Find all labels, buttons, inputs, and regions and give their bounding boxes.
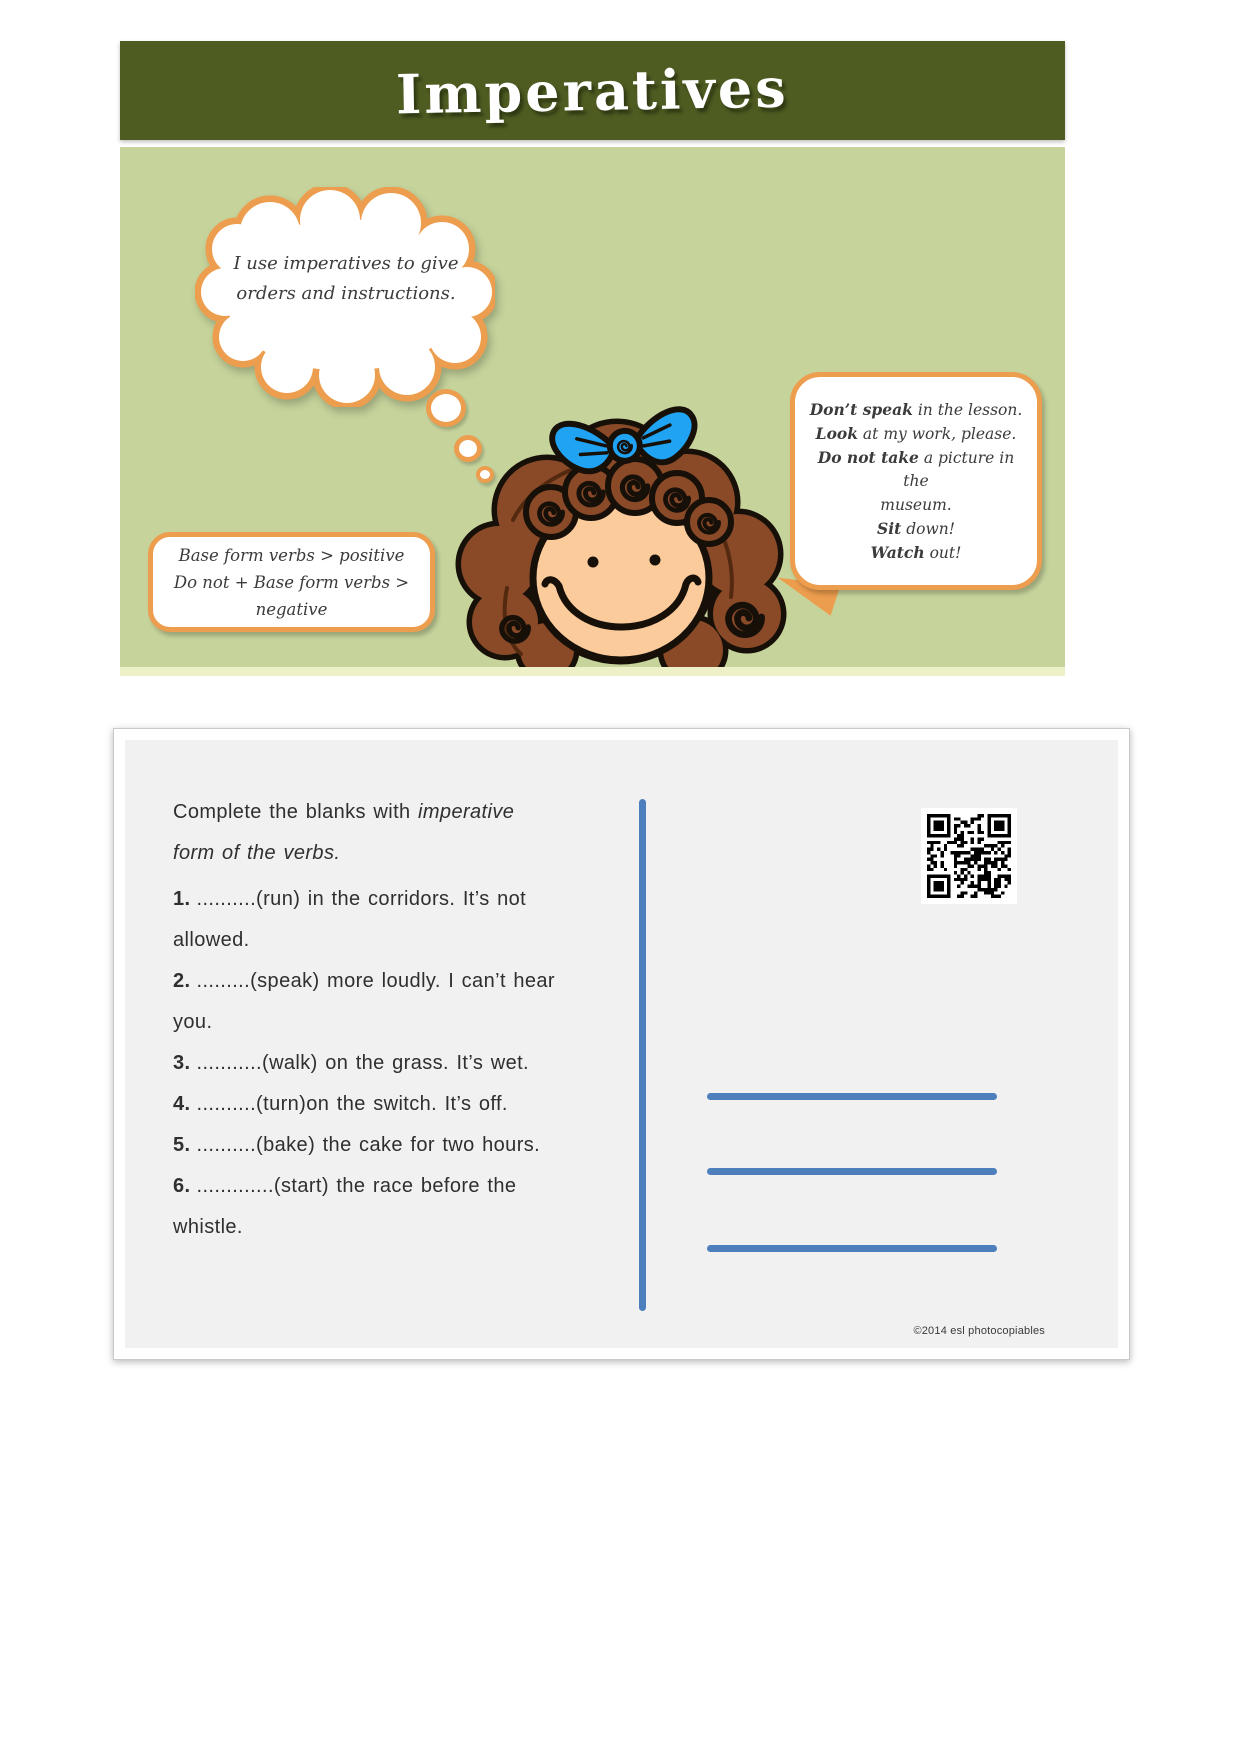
worksheet-card xyxy=(113,728,1130,1360)
scene-bottom-strip xyxy=(120,667,1065,676)
copyright-footer: ©2014 esl photocopiables xyxy=(913,1325,1045,1337)
scene xyxy=(120,147,1065,676)
instruction-text: Complete the blanks with imperative form of the verbs. xyxy=(173,801,515,864)
exercise-item-2: 2. .........(speak) more loudly. I can’t hear you. xyxy=(173,970,555,1033)
rule-box xyxy=(148,532,435,632)
worksheet-panel xyxy=(125,740,1118,1348)
speech-line: Sit down! xyxy=(877,518,955,538)
speech-line: Look at my work, please. xyxy=(815,423,1017,443)
thought-line-1: I use imperatives to give xyxy=(233,253,459,274)
address-line-3 xyxy=(707,1245,997,1252)
girl-illustration xyxy=(455,392,795,676)
rule-line-1: Base form verbs > positive xyxy=(178,545,405,565)
speech-bubble xyxy=(790,372,1042,590)
header-banner xyxy=(120,41,1065,140)
exercise-item-4: 4. ..........(turn)on the switch. It’s off. xyxy=(173,1093,508,1115)
qr-code-icon xyxy=(927,814,1011,898)
address-line-2 xyxy=(707,1168,997,1175)
speech-line: Watch out! xyxy=(870,542,962,562)
exercise-column xyxy=(173,792,653,1248)
speech-line: museum. xyxy=(880,495,952,514)
speech-line: Don’t speak in the lesson. xyxy=(809,399,1023,419)
exercise-item-5: 5. ..........(bake) the cake for two hours. xyxy=(173,1134,541,1156)
exercise-item-6: 6. .............(start) the race before the whistle. xyxy=(173,1175,517,1238)
speech-line: Do not take a picture in the xyxy=(817,447,1015,490)
thought-cloud-text xyxy=(215,249,477,309)
exercise-item-1: 1. ..........(run) in the corridors. It’s not allowed. xyxy=(173,888,527,951)
rule-line-2: Do not + Base form verbs > negative xyxy=(173,572,410,619)
address-line-1 xyxy=(707,1093,997,1100)
thought-line-2: orders and instructions. xyxy=(236,283,456,304)
qr-tile xyxy=(921,808,1017,904)
postcard-divider xyxy=(639,799,646,1311)
page-title: Imperatives xyxy=(395,55,790,126)
exercise-item-3: 3. ...........(walk) on the grass. It’s wet. xyxy=(173,1052,530,1074)
